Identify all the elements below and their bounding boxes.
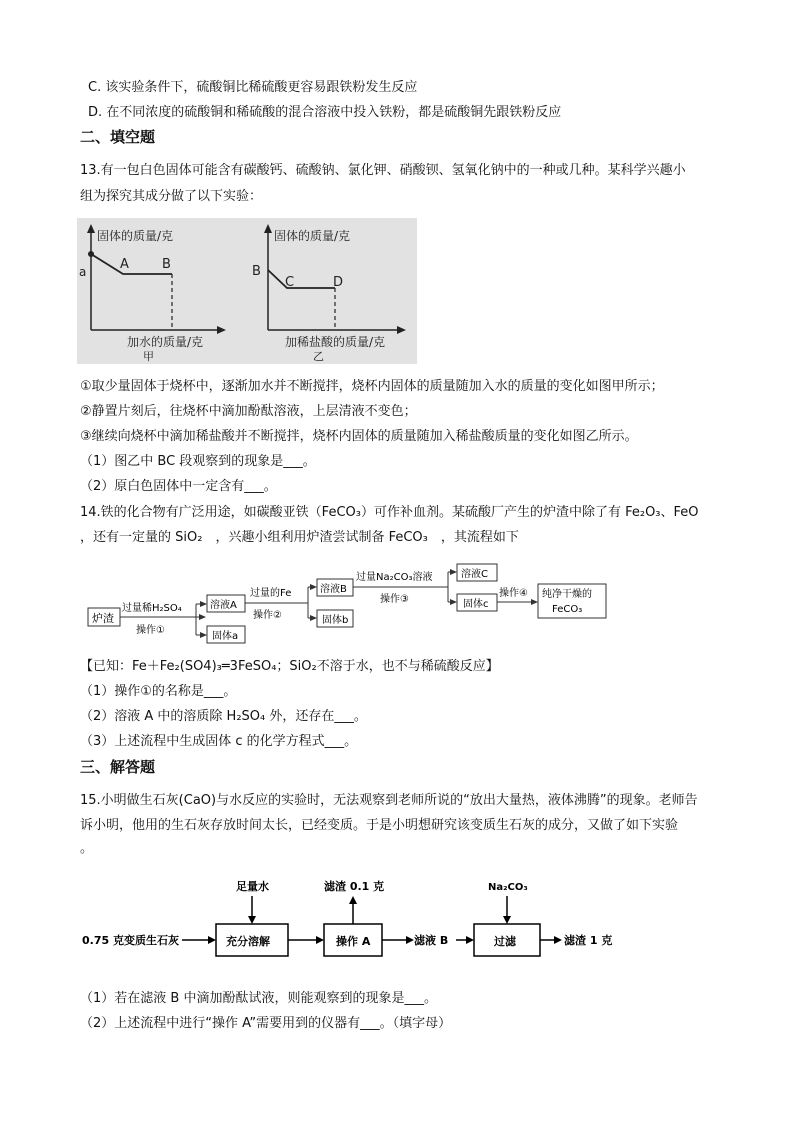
- q14-known-info: 【已知：Fe＋Fe₂(SO4)₃═3FeSO₄；SiO₂不溶于水，也不与稀硫酸反应】: [80, 659, 499, 674]
- graph-yi-point-C: C: [285, 275, 295, 290]
- q15-stem-line3: 。: [80, 841, 94, 856]
- flow-reagent2: 过量的Fe: [250, 588, 292, 599]
- q14-subq1: （1）操作①的名称是___。: [80, 684, 237, 699]
- section-heading-answer: 三、解答题: [80, 758, 156, 776]
- graph-yi-ylabel: 固体的质量/克: [274, 229, 351, 243]
- flow-solid-a: 固体a: [212, 631, 239, 642]
- flow-solid-c: 固体c: [463, 599, 489, 610]
- flow15-filtrate-b: 滤液 B: [414, 934, 449, 947]
- flow15-residue: 滤渣 0.1 克: [324, 880, 385, 893]
- q14-subq3: （3）上述流程中生成固体 c 的化学方程式___。: [80, 734, 358, 749]
- q15-subq1: （1）若在滤液 B 中滴加酚酞试液，则能观察到的现象是___。: [80, 991, 437, 1006]
- flow15-water: 足量水: [236, 880, 269, 893]
- flow-op2: 操作②: [253, 610, 282, 621]
- q15-stem-line2: 诉小明，他用的生石灰存放时间太长，已经变质。于是小明想研究该变质生石灰的成分，又做了如下实验: [80, 818, 679, 833]
- graph-jia-xlabel: 加水的质量/克: [127, 335, 204, 349]
- flow-solid-b: 固体b: [322, 615, 349, 626]
- q13-stem-line1: 13.有一包白色固体可能含有碳酸钙、硫酸钠、氯化钾、硝酸钡、氢氧化钠中的一种或几种。某科学兴趣小: [80, 163, 686, 178]
- q14-subq2: （2）溶液 A 中的溶质除 H₂SO₄ 外，还存在___。: [80, 709, 367, 724]
- q13-graphs-figure: [77, 218, 417, 364]
- graph-jia-point-A: A: [120, 257, 129, 272]
- q13-step3: ③继续向烧杯中滴加稀盐酸并不断搅拌，烧杯内固体的质量随加入稀盐酸质量的变化如图乙所示。: [80, 429, 638, 444]
- flow15-dissolve: 充分溶解: [226, 935, 270, 948]
- flow-solution-b: 溶液B: [320, 584, 347, 595]
- option-c: C. 该实验条件下，硫酸铜比稀硫酸更容易跟铁粉发生反应: [88, 80, 418, 95]
- flow-solution-c: 溶液C: [461, 569, 488, 580]
- graph-yi-xlabel: 加稀盐酸的质量/克: [285, 335, 386, 349]
- flow15-na2co3: Na₂CO₃: [488, 882, 528, 893]
- flow-op3: 操作③: [380, 594, 409, 605]
- q13-step1: ①取少量固体于烧杯中，逐渐加水并不断搅拌，烧杯内固体的质量随加入水的质量的变化如图甲所示；: [80, 379, 664, 394]
- flow15-filter: 过滤: [494, 935, 516, 948]
- flow-reagent3: 过量Na₂CO₃溶液: [356, 572, 433, 583]
- q15-stem-line1: 15.小明做生石灰(CaO)与水反应的实验时，无法观察到老师所说的“放出大量热，液体沸腾”的现象。老师告: [80, 793, 698, 808]
- q14-stem-line1: 14.铁的化合物有广泛用途，如碳酸亚铁（FeCO₃）可作补血剂。某硫酸厂产生的炉渣中除了有 Fe₂O₃、FeO: [80, 505, 699, 520]
- flow-reagent1: 过量稀H₂SO₄: [122, 603, 182, 614]
- q13-step2: ②静置片刻后，往烧杯中滴加酚酞溶液，上层清液不变色；: [80, 404, 417, 419]
- graph-yi-caption: 乙: [313, 350, 324, 363]
- flow15-end: 滤渣 1 克: [564, 934, 613, 947]
- q14-flowchart: [86, 560, 616, 648]
- q13-stem-line2: 组为探究其成分做了以下实验：: [80, 189, 263, 204]
- q13-subq1: （1）图乙中 BC 段观察到的现象是___。: [80, 454, 316, 469]
- flow-solution-a: 溶液A: [210, 600, 237, 611]
- flow-product-line2: FeCO₃: [552, 604, 583, 615]
- graph-yi-point-B: B: [252, 264, 261, 279]
- flow-op1: 操作①: [136, 625, 165, 636]
- flow15-op-a: 操作 A: [336, 935, 371, 948]
- graph-jia-ylabel: 固体的质量/克: [97, 229, 174, 243]
- option-d: D. 在不同浓度的硫酸铜和稀硫酸的混合溶液中投入铁粉，都是硫酸铜先跟铁粉反应: [88, 105, 562, 120]
- q13-subq2: （2）原白色固体中一定含有___。: [80, 479, 277, 494]
- section-heading-fill: 二、填空题: [80, 128, 156, 146]
- q15-subq2: （2）上述流程中进行“操作 A”需要用到的仪器有___。（填字母）: [80, 1016, 452, 1031]
- graph-jia-point-a: a: [79, 265, 87, 279]
- flow-luzha: 炉渣: [92, 612, 114, 625]
- flow-op4: 操作④: [499, 588, 528, 599]
- flow-product-line1: 纯净干燥的: [542, 589, 592, 600]
- graph-jia-caption: 甲: [143, 350, 154, 363]
- graph-yi-point-D: D: [333, 275, 344, 290]
- flow15-start: 0.75 克变质生石灰: [82, 934, 179, 947]
- q15-flowchart: [80, 872, 640, 972]
- graph-jia-point-B: B: [162, 257, 171, 272]
- q14-stem-line2: ，还有一定量的 SiO₂ ，兴趣小组利用炉渣尝试制备 FeCO₃ ，其流程如下: [80, 530, 519, 545]
